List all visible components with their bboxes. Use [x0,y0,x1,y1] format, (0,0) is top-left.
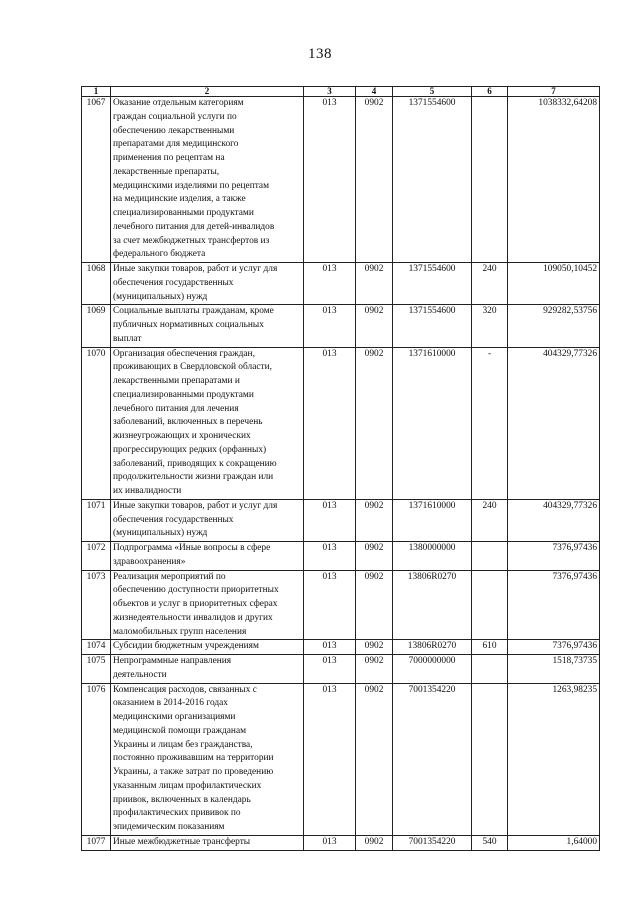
row-description: Социальные выплаты гражданам, кроме публичных нормативных социальных выплат [111,305,304,347]
amount: 7376,97436 [508,570,600,640]
ministry-code: 013 [304,263,356,305]
amount: 1263,98235 [508,683,600,835]
expense-type-code: 540 [472,835,508,850]
table-row [82,305,600,347]
target-article-code: 7001354220 [393,835,472,850]
expense-type-code: 240 [472,499,508,541]
table-row [82,499,600,541]
target-article-code: 1371610000 [393,499,472,541]
amount: 404329,77326 [508,347,600,499]
ministry-code: 013 [304,305,356,347]
row-number: 1069 [82,305,111,347]
ministry-code: 013 [304,570,356,640]
row-description: Организация обеспечения граждан, проживающих в Свердловской области, лекарственными препаратами и специализированными продуктами лечебного питания для лечения заболеваний, включенных в перечень жизнеугрожающих и хронических прогрессирующих редких (орфанных) заболеваний, приводящих к сокращению продолжительности жизни граждан или их инвалидности [111,347,304,499]
section-code: 0902 [356,655,393,684]
target-article-code: 13806R0270 [393,570,472,640]
column-header: 3 [304,87,356,97]
row-description: Иные закупки товаров, работ и услуг для обеспечения государственных (муниципальных) нужд [111,263,304,305]
row-description: Реализация мероприятий по обеспечению доступности приоритетных объектов и услуг в приоритетных сферах жизнедеятельности инвалидов и других маломобильных групп населения [111,570,304,640]
row-description: Непрограммные направления деятельности [111,655,304,684]
ministry-code: 013 [304,640,356,655]
expense-type-code [472,97,508,263]
target-article-code: 7000000000 [393,655,472,684]
amount: 1518,73735 [508,655,600,684]
expense-type-code [472,655,508,684]
target-article-code: 1371554600 [393,97,472,263]
budget-table [81,86,600,851]
ministry-code: 013 [304,347,356,499]
table-row [82,683,600,835]
section-code: 0902 [356,835,393,850]
target-article-code: 1371554600 [393,305,472,347]
expense-type-code: 610 [472,640,508,655]
row-number: 1072 [82,542,111,571]
target-article-code: 13806R0270 [393,640,472,655]
table-header-row [82,87,600,97]
table-row [82,97,600,263]
column-header: 5 [393,87,472,97]
target-article-code: 7001354220 [393,683,472,835]
ministry-code: 013 [304,542,356,571]
row-description: Иные межбюджетные трансферты [111,835,304,850]
section-code: 0902 [356,305,393,347]
target-article-code: 1371610000 [393,347,472,499]
ministry-code: 013 [304,835,356,850]
amount: 404329,77326 [508,499,600,541]
table-row [82,655,600,684]
ministry-code: 013 [304,499,356,541]
section-code: 0902 [356,499,393,541]
section-code: 0902 [356,347,393,499]
table-row [82,263,600,305]
row-number: 1071 [82,499,111,541]
expense-type-code: 240 [472,263,508,305]
section-code: 0902 [356,97,393,263]
table-row [82,640,600,655]
row-number: 1077 [82,835,111,850]
ministry-code: 013 [304,655,356,684]
amount: 7376,97436 [508,542,600,571]
section-code: 0902 [356,542,393,571]
table-row [82,570,600,640]
target-article-code: 1371554600 [393,263,472,305]
column-header: 6 [472,87,508,97]
row-description: Подпрограмма «Иные вопросы в сфере здравоохранения» [111,542,304,571]
expense-type-code [472,542,508,571]
row-number: 1068 [82,263,111,305]
row-number: 1075 [82,655,111,684]
column-header: 2 [111,87,304,97]
row-number: 1070 [82,347,111,499]
amount: 929282,53756 [508,305,600,347]
column-header: 1 [82,87,111,97]
expense-type-code: - [472,347,508,499]
amount: 109050,10452 [508,263,600,305]
row-description: Компенсация расходов, связанных с оказанием в 2014-2016 годах медицинскими организациями медицинской помощи гражданам Украины и лицам без гражданства, постоянно проживавшим на территории Украины, а также затрат по проведению указанным лицам профилактических приивок, включенных в календарь профилактических прививок по эпидемическим показаниям [111,683,304,835]
ministry-code: 013 [304,683,356,835]
page-number: 138 [308,46,332,62]
expense-type-code [472,570,508,640]
section-code: 0902 [356,570,393,640]
row-number: 1076 [82,683,111,835]
table-row [82,542,600,571]
section-code: 0902 [356,640,393,655]
column-header: 4 [356,87,393,97]
amount: 1,64000 [508,835,600,850]
section-code: 0902 [356,263,393,305]
row-number: 1073 [82,570,111,640]
expense-type-code: 320 [472,305,508,347]
table-row [82,835,600,850]
expense-type-code [472,683,508,835]
section-code: 0902 [356,683,393,835]
column-header: 7 [508,87,600,97]
target-article-code: 1380000000 [393,542,472,571]
row-description: Оказание отдельным категориям граждан социальной услуги по обеспечению лекарственными препаратами для медицинского применения по рецептам на лекарственные препараты, медицинскими изделиями по рецептам на медицинские изделия, а также специализированными продуктами лечебного питания для детей-инвалидов за счет межбюджетных трансфертов из федерального бюджета [111,97,304,263]
row-description: Иные закупки товаров, работ и услуг для обеспечения государственных (муниципальных) нужд [111,499,304,541]
table-row [82,347,600,499]
amount: 7376,97436 [508,640,600,655]
row-number: 1074 [82,640,111,655]
row-description: Субсидии бюджетным учреждениям [111,640,304,655]
row-number: 1067 [82,97,111,263]
amount: 1038332,64208 [508,97,600,263]
ministry-code: 013 [304,97,356,263]
